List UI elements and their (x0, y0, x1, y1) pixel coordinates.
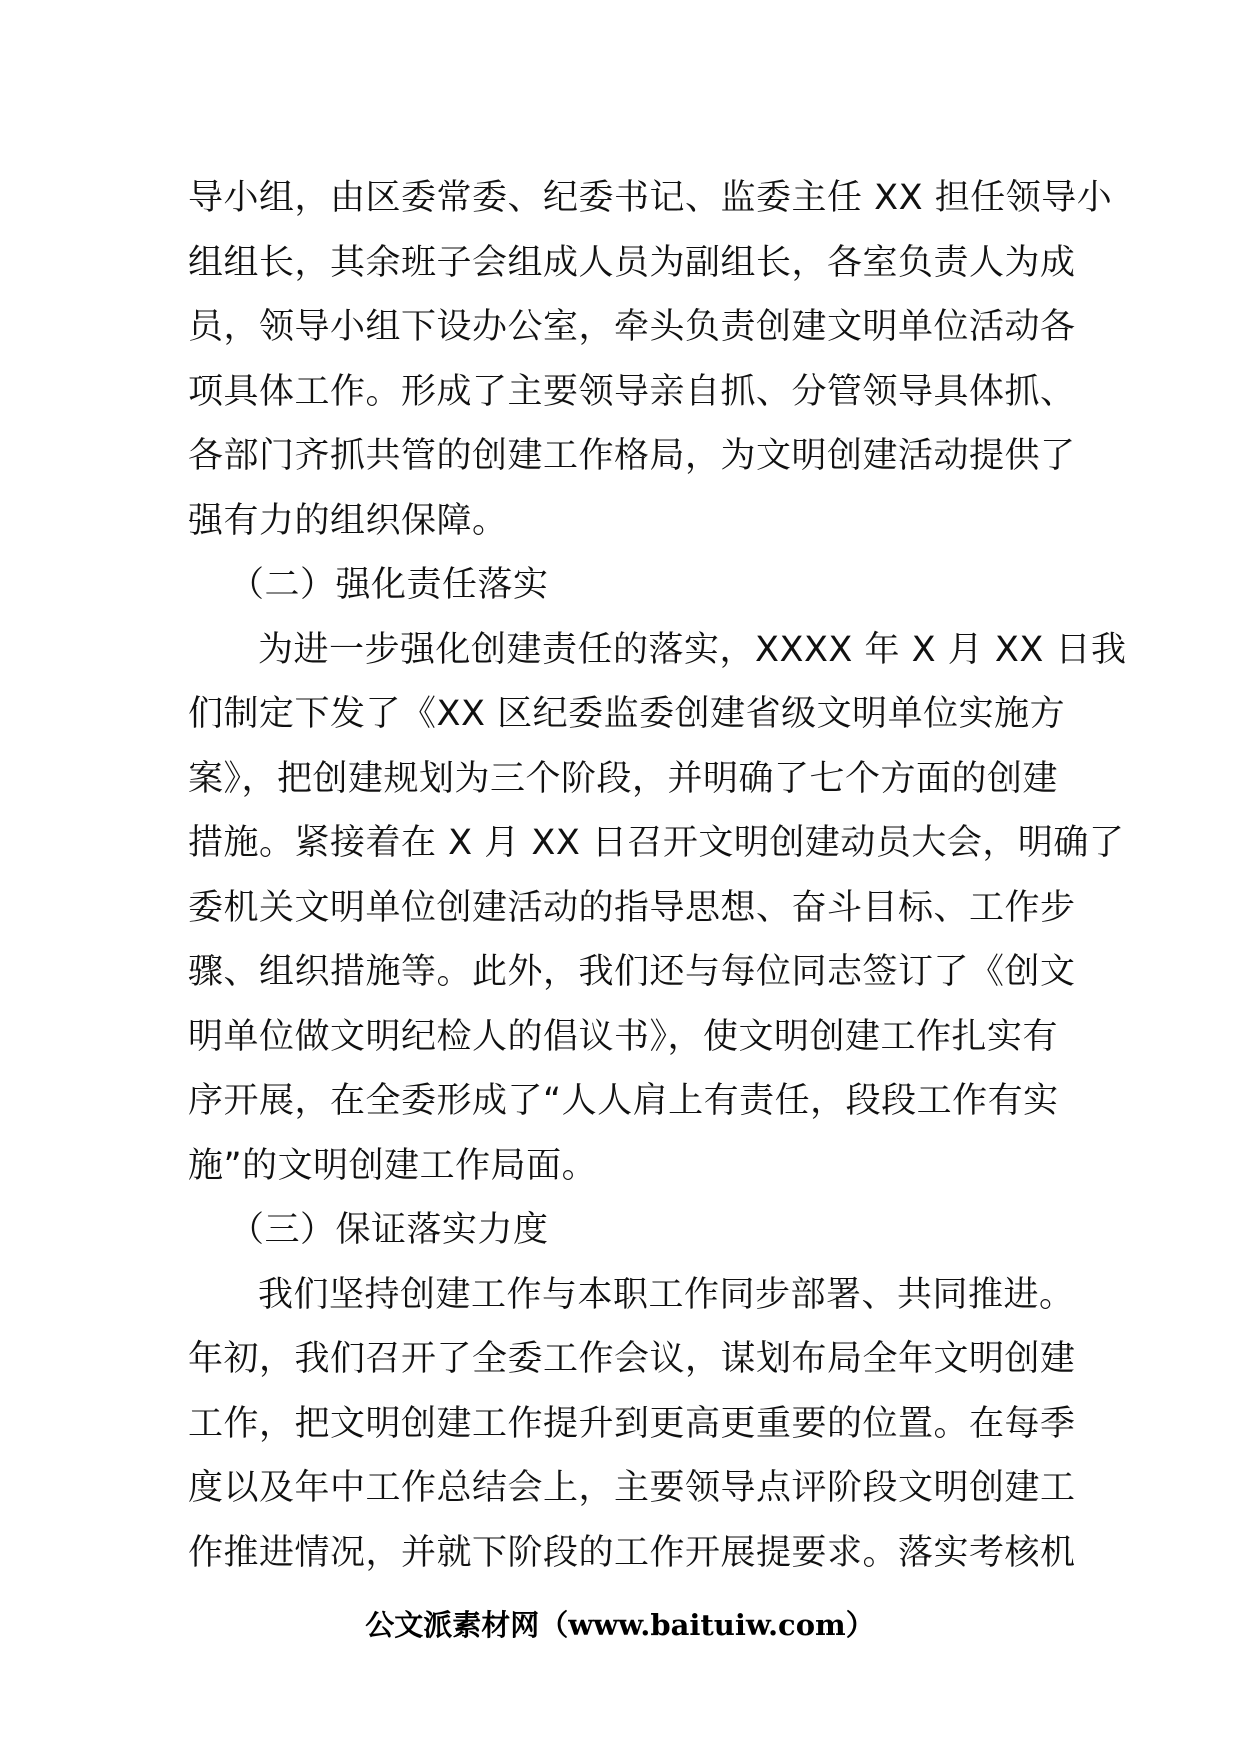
paragraph-implementation (188, 1263, 1076, 1586)
text-line: 组组长，其余班子会组成人员为副组长，各室负责人为成 (188, 242, 1076, 283)
paragraph-responsibility (188, 618, 1127, 1199)
text-line: 员，领导小组下设办公室，牵头负责创建文明单位活动各 (188, 307, 1076, 347)
text-line: 为进一步强化创建责任的落实，XXXX 年 X 月 XX 日我 (258, 629, 1127, 670)
text-line: 各部门齐抓共管的创建工作格局，为文明创建活动提供了 (188, 436, 1076, 476)
text-line: 强有力的组织保障。 (188, 500, 508, 541)
text-line: 我们坚持创建工作与本职工作同步部署、共同推进。 (258, 1274, 1075, 1315)
text-line: 导小组，由区委常委、纪委书记、监委主任 XX 担任领导小 (188, 178, 1113, 218)
text-line: 们制定下发了《XX 区纪委监委创建省级文明单位实施方 (188, 694, 1066, 734)
text-line: 项具体工作。形成了主要领导亲自抓、分管领导具体抓、 (188, 371, 1076, 412)
text-line: 措施。紧接着在 X 月 XX 日召开文明创建动员大会，明确了 (188, 823, 1125, 863)
document-body (188, 166, 1127, 1585)
section-heading-responsibility: （二）强化责任落实 (229, 565, 549, 605)
text-line: 骤、组织措施等。此外，我们还与每位同志签订了《创文 (188, 952, 1076, 992)
text-line: 案》，把创建规划为三个阶段，并明确了七个方面的创建 (188, 758, 1059, 799)
footer-watermark: 公文派素材网（www.baituiw.com） (365, 1608, 875, 1642)
paragraph-leadership-group (188, 166, 1113, 553)
text-line: 序开展，在全委形成了“人人肩上有责任，段段工作有实 (188, 1081, 1059, 1121)
text-line: 施”的文明创建工作局面。 (188, 1145, 598, 1186)
text-line: 度以及年中工作总结会上，主要领导点评阶段文明创建工 (188, 1468, 1076, 1508)
section-heading-implementation: （三）保证落实力度 (229, 1210, 549, 1250)
text-line: 委机关文明单位创建活动的指导思想、奋斗目标、工作步 (188, 887, 1076, 928)
text-line: 明单位做文明纪检人的倡议书》，使文明创建工作扎实有 (188, 1016, 1059, 1057)
text-line: 年初，我们召开了全委工作会议，谋划布局全年文明创建 (188, 1339, 1076, 1379)
text-line: 作推进情况，并就下阶段的工作开展提要求。落实考核机 (188, 1532, 1076, 1573)
text-line: 工作，把文明创建工作提升到更高更重要的位置。在每季 (188, 1403, 1076, 1444)
